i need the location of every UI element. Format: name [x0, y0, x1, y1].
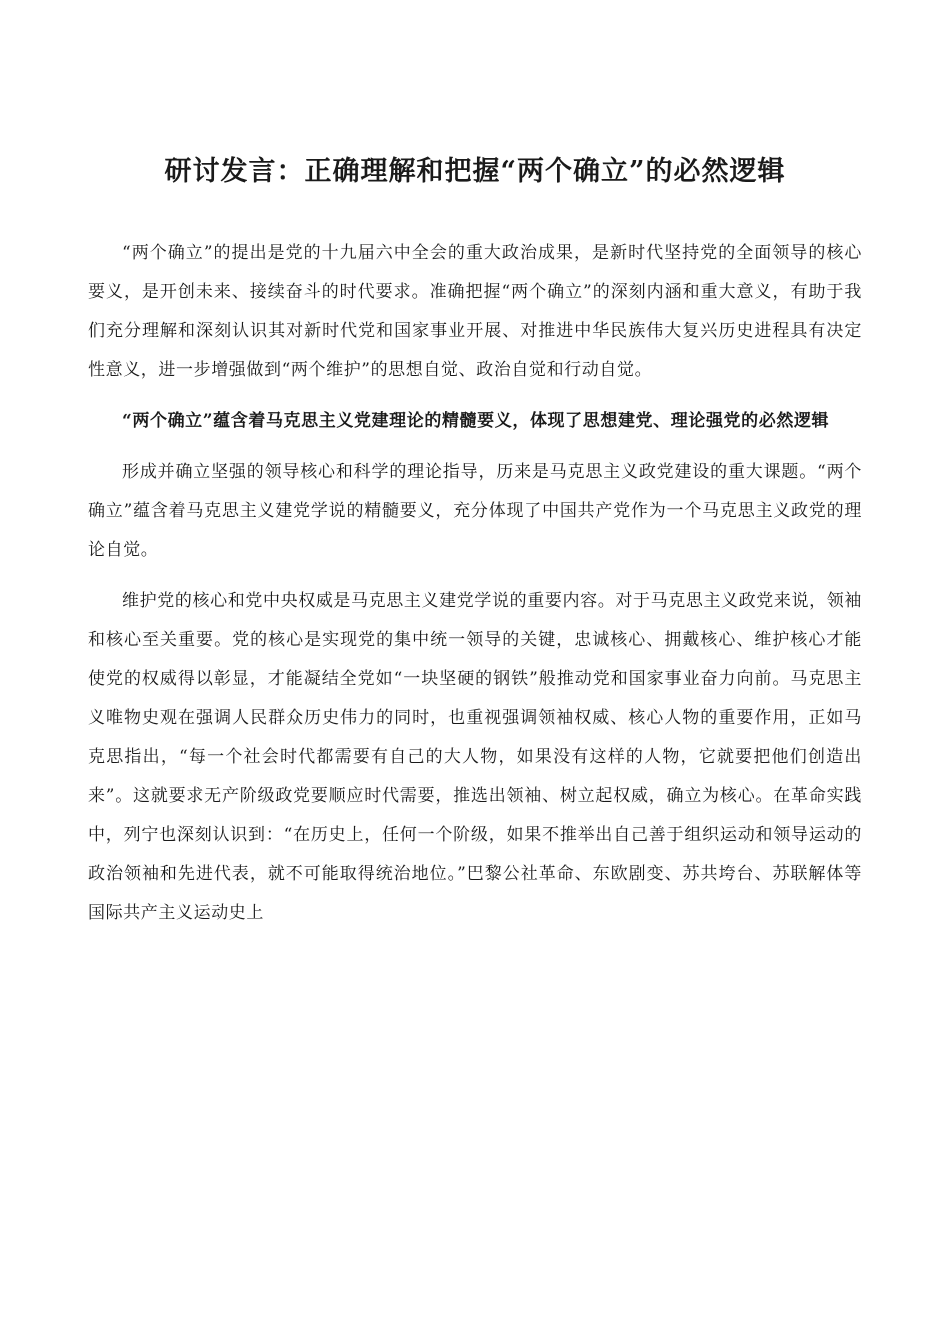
paragraph-core-theory: 形成并确立坚强的领导核心和科学的理论指导，历来是马克思主义政党建设的重大课题。“两个确立”蕴含着马克思主义建党学说的精髓要义，充分体现了中国共产党作为一个马克思主义政党的理论自觉。 [88, 462, 862, 560]
paragraph-intro: “两个确立”的提出是党的十九届六中全会的重大政治成果，是新时代坚持党的全面领导的核心要义，是开创未来、接续奋斗的时代要求。准确把握“两个确立”的深刻内涵和重大意义，有助于我们充分理解和深刻认识其对新时代党和国家事业开展、对推进中华民族伟大复兴历史进程具有决定性意义，进一步增强做到“两个维护”的思想自觉、政治自觉和行动自觉。 [88, 243, 862, 380]
document-title: 研讨发言：正确理解和把握“两个确立”的必然逻辑 [164, 156, 786, 187]
document-body [88, 234, 862, 945]
section-heading: “两个确立”蕴含着马克思主义党建理论的精髓要义，体现了思想建党、理论强党的必然逻辑 [122, 411, 830, 431]
paragraph-party-core: 维护党的核心和党中央权威是马克思主义建党学说的重要内容。对于马克思主义政党来说，领袖和核心至关重要。党的核心是实现党的集中统一领导的关键，忠诚核心、拥戴核心、维护核心才能使党的权威得以彰显，才能凝结全党如“一块坚硬的钢铁”般推动党和国家事业奋力向前。马克思主义唯物史观在强调人民群众历史伟力的同时，也重视强调领袖权威、核心人物的重要作用，正如马克思指出，“每一个社会时代都需要有自己的大人物，如果没有这样的人物，它就要把他们创造出来”。这就要求无产阶级政党要顺应时代需要，推选出领袖、树立起权威，确立为核心。在革命实践中，列宁也深刻认识到：“在历史上，任何一个阶级，如果不推举出自己善于组织运动和领导运动的政治领袖和先进代表，就不可能取得统治地位。”巴黎公社革命、东欧剧变、苏共垮台、苏联解体等国际共产主义运动史上 [88, 591, 862, 923]
